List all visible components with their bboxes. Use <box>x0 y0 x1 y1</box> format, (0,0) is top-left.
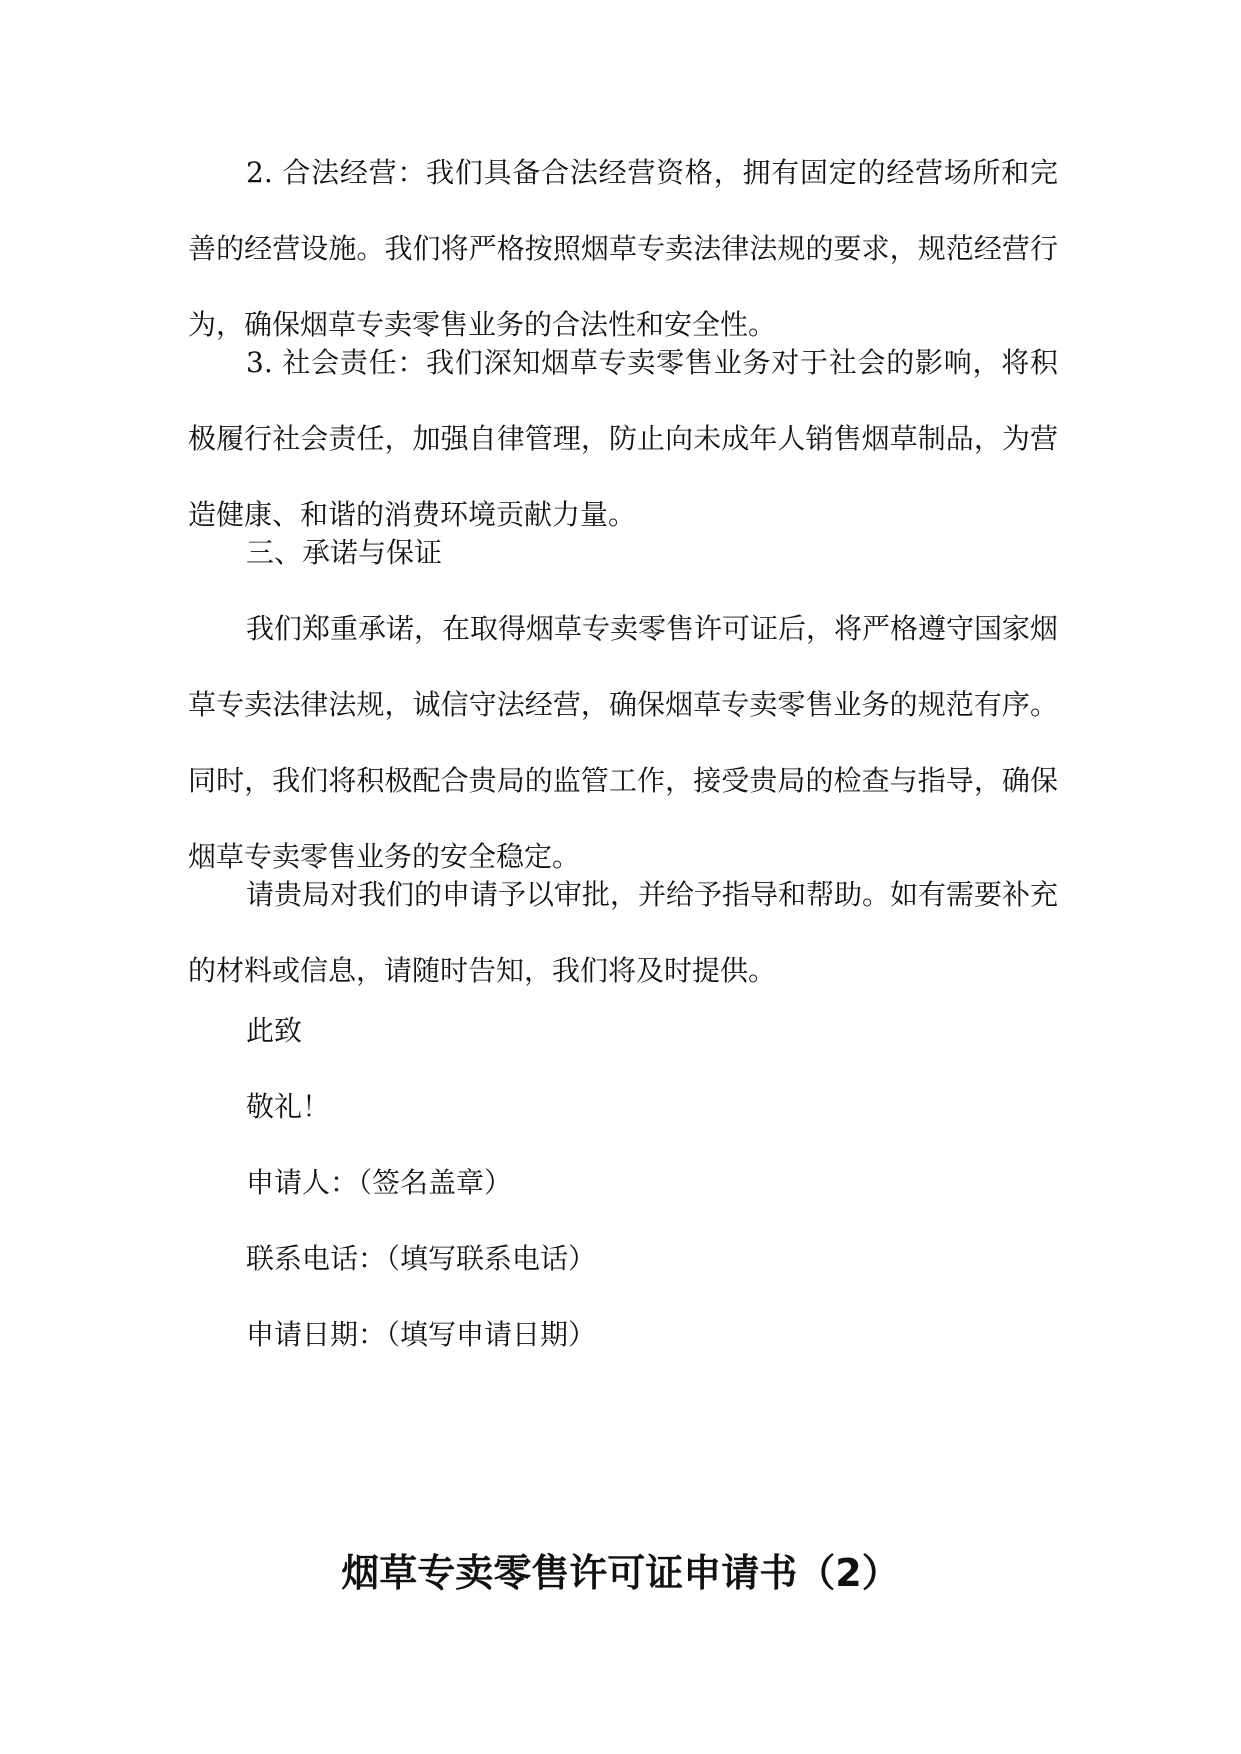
contact-phone-line: 联系电话：（填写联系电话） <box>246 1242 597 1275</box>
paragraph-legal-operation: 2. 合法经营：我们具备合法经营资格，拥有固定的经营场所和完善的经营设施。我们将严格按照烟草专卖法律法规的要求，规范经营行为，确保烟草专卖零售业务的合法性和安全性。 <box>188 156 1058 341</box>
applicant-signature-line: 申请人：（签名盖章） <box>246 1166 513 1199</box>
paragraph-request: 请贵局对我们的申请予以审批，并给予指导和帮助。如有需要补充的材料或信息，请随时告知，我们将及时提供。 <box>188 878 1059 987</box>
application-date-line: 申请日期：（填写申请日期） <box>246 1318 597 1351</box>
paragraph-commitment: 我们郑重承诺，在取得烟草专卖零售许可证后，将严格遵守国家烟草专卖法律法规，诚信守法经营，确保烟草专卖零售业务的规范有序。同时，我们将积极配合贵局的监管工作，接受贵局的检查与指导，确保烟草专卖零售业务的安全稳定。 <box>188 612 1059 873</box>
paragraph-social-responsibility: 3. 社会责任：我们深知烟草专卖零售业务对于社会的影响，将积极履行社会责任，加强自律管理，防止向未成年人销售烟草制品，为营造健康、和谐的消费环境贡献力量。 <box>188 346 1058 531</box>
closing-cizhi: 此致 <box>246 1014 303 1047</box>
closing-jingli: 敬礼！ <box>246 1090 331 1123</box>
section-heading-commitment: 三、承诺与保证 <box>246 536 443 569</box>
next-document-title: 烟草专卖零售许可证申请书（2） <box>341 1551 900 1595</box>
